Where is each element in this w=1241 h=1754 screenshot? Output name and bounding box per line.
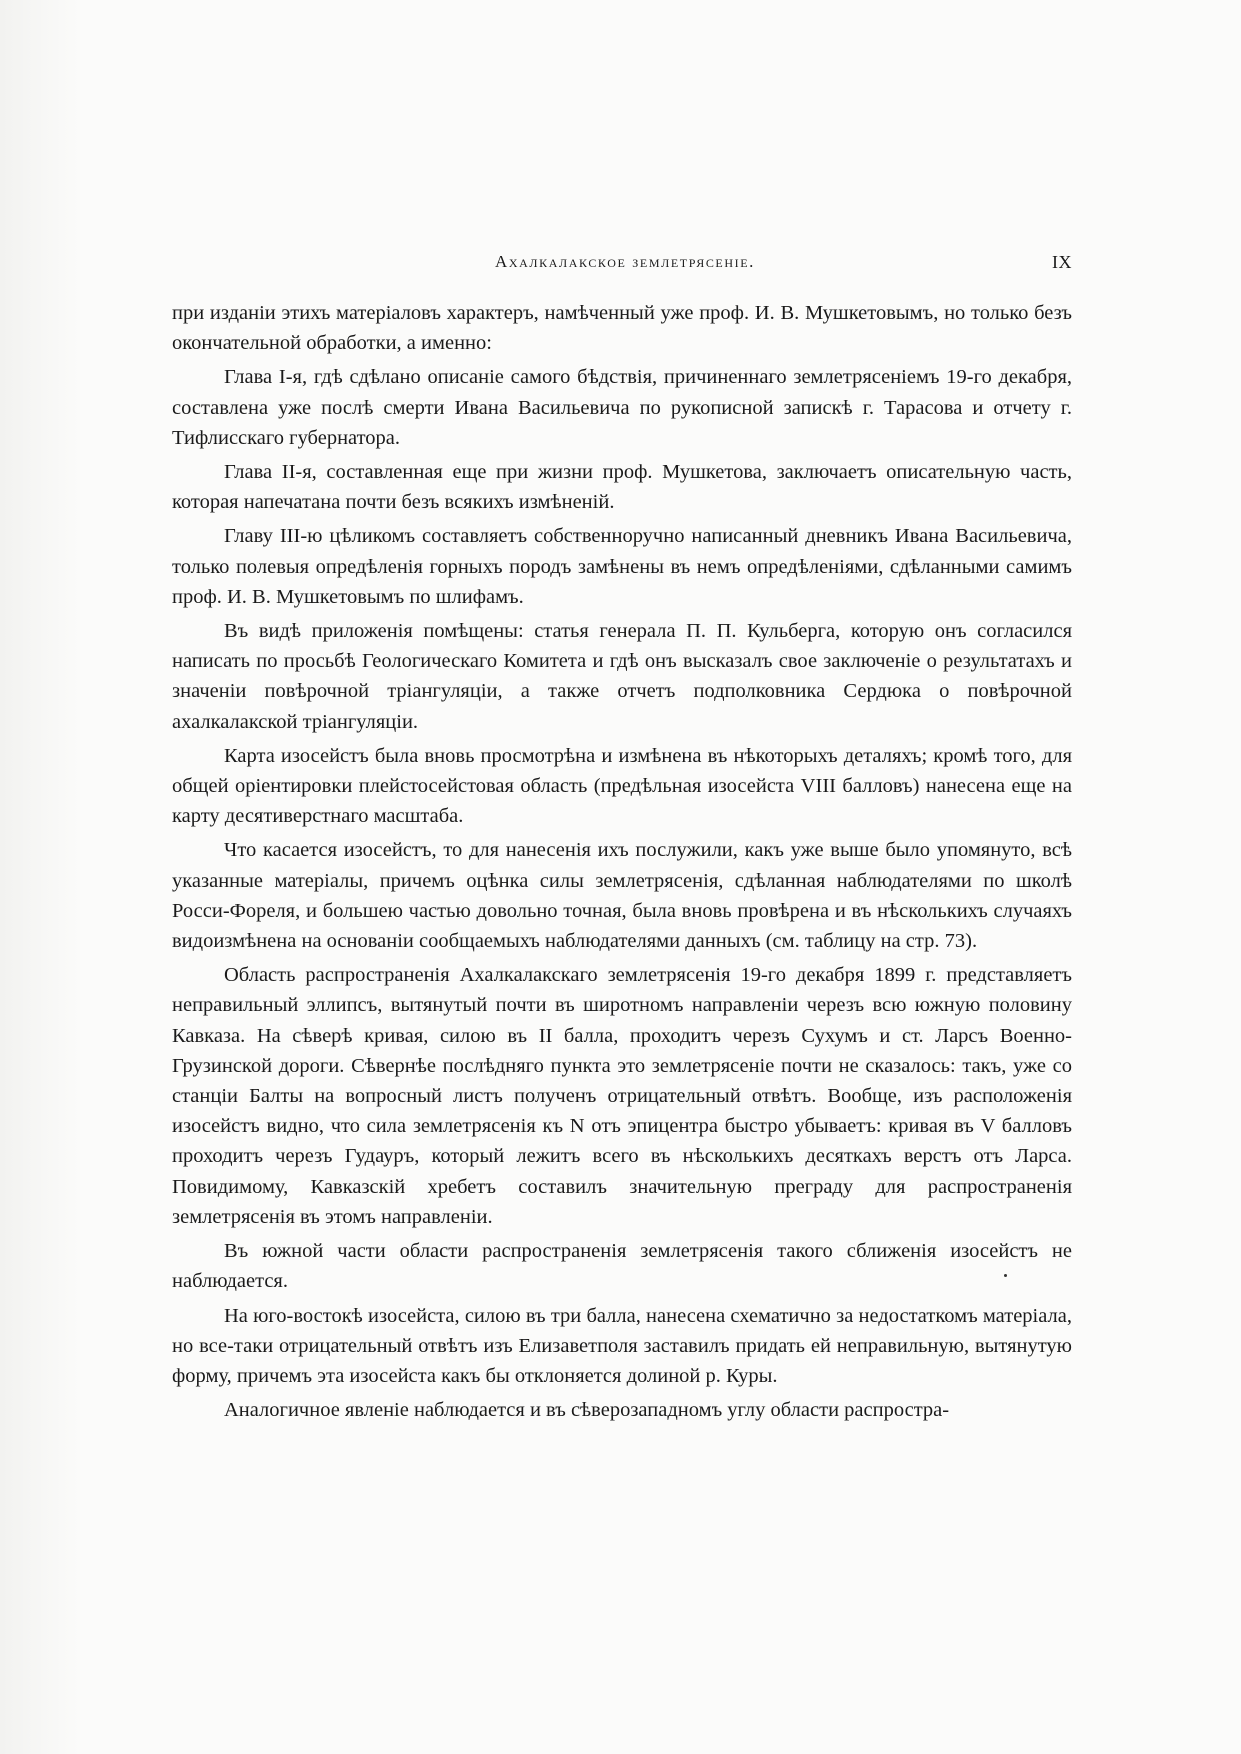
paragraph-chapter-3: Главу III-ю цѣликомъ составляетъ собственноручно написанный дневникъ Ивана Васильевича, только полевыя опредѣленія горныхъ породъ замѣнены въ немъ опредѣленіями, сдѣланными самимъ проф. И. В. Мушкетовымъ по шлифамъ.	[172, 525, 1072, 608]
paragraph-northwest: Аналогичное явленіе наблюдается и въ сѣверозападномъ углу области распростра-	[224, 1399, 950, 1422]
running-title: Ахалкалакское землетрясеніе.	[495, 252, 755, 271]
running-head	[178, 252, 1072, 278]
paragraph-appendix: Въ видѣ приложенія помѣщены: статья генерала П. П. Кульберга, которую онъ согласился написать по просьбѣ Геологическаго Комитета и гдѣ онъ высказалъ свое заключеніе о результатахъ и значеніи повѣрочной тріангуляціи, а также отчетъ подполковника Сердюка о повѣрочной ахалкалакской тріангуляціи.	[172, 620, 1072, 733]
page-binding-shadow	[0, 0, 80, 1754]
text-body	[172, 298, 1072, 1429]
paragraph-southern-part: Въ южной части области распространенія землетрясенія такого сближенія изосейстъ не наблюдается.	[172, 1240, 1072, 1293]
paragraph-distribution-area: Область распространенія Ахалкалакскаго землетрясенія 19-го декабря 1899 г. представляетъ неправильный эллипсъ, вытянутый почти въ широтномъ направленіи черезъ всю южную половину Кавказа. На сѣверѣ кривая, силою въ II балла, проходитъ черезъ Сухумъ и ст. Ларсъ Военно-Грузинской дороги. Сѣвернѣе послѣдняго пункта это землетрясеніе почти не сказалось: такъ, уже со станціи Балты на вопросный листъ полученъ отрицательный отвѣтъ. Вообще, изъ расположенія изосейстъ видно, что сила землетрясенія къ N отъ эпицентра быстро убываетъ: кривая въ V балловъ проходитъ черезъ Гудауръ, который лежитъ всего въ нѣсколькихъ десяткахъ верстъ отъ Ларса. Повидимому, Кавказскій хребетъ составилъ значительную преграду для распространенія землетрясенія въ этомъ направленіи.	[172, 964, 1072, 1228]
paragraph-isoseist-map: Карта изосейстъ была вновь просмотрѣна и измѣнена въ нѣкоторыхъ деталяхъ; кромѣ того, для общей оріентировки плейстосейстовая область (предѣльная изосейста VIII балловъ) нанесена еще на карту десятиверстнаго масштаба.	[172, 744, 1072, 828]
scan-speck	[1004, 1274, 1007, 1277]
page-number: IX	[1052, 252, 1072, 272]
paragraph-continuation: при изданіи этихъ матеріаловъ характеръ, намѣченный уже проф. И. В. Мушкетовымъ, но только безъ окончательной обработки, а именно:	[172, 302, 1072, 355]
paragraph-chapter-1: Глава I-я, гдѣ сдѣлано описаніе самого бѣдствія, причиненнаго землетрясеніемъ 19-го декабря, составлена уже послѣ смерти Ивана Васильевича по рукописной запискѣ г. Тарасова и отчету г. Тифлисскаго губернатора.	[172, 366, 1072, 449]
paragraph-southeast: На юго-востокѣ изосейста, силою въ три балла, нанесена схематично за недостаткомъ матеріала, но все-таки отрицательный отвѣтъ изъ Елизаветполя заставилъ придать ей неправильную, вытянутую форму, причемъ эта изосейста какъ бы отклоняется долиной р. Куры.	[172, 1304, 1072, 1387]
paragraph-chapter-2: Глава II-я, составленная еще при жизни проф. Мушкетова, заключаетъ описательную часть, которая напечатана почти безъ всякихъ измѣненій.	[172, 461, 1072, 514]
paragraph-isoseist-sources: Что касается изосейстъ, то для нанесенія ихъ послужили, какъ уже выше было упомянуто, всѣ указанные матеріалы, причемъ оцѣнка силы землетрясенія, сдѣланная наблюдателями по школѣ Росси-Фореля, и большею частью довольно точная, была вновь провѣрена и въ нѣсколькихъ случаяхъ видоизмѣнена на основаніи сообщаемыхъ наблюдателями данныхъ (см. таблицу на стр. 73).	[172, 839, 1072, 953]
